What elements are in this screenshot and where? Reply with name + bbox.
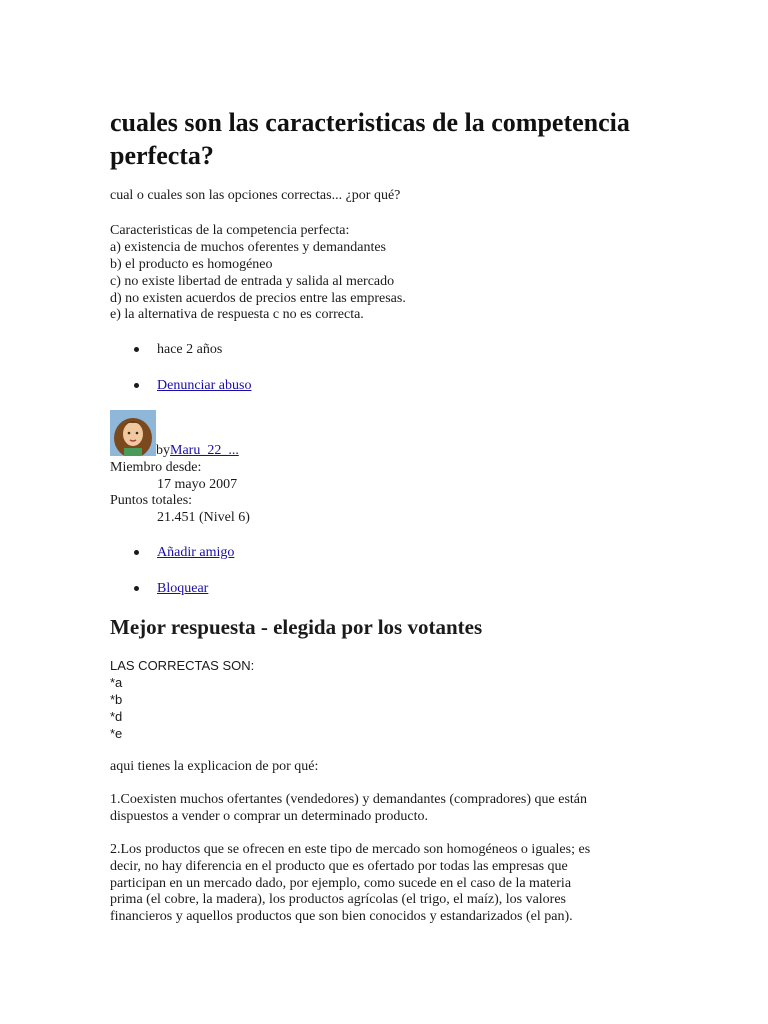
points-value: 21.451 (Nivel 6) [157,510,250,525]
report-abuse-link[interactable]: Denunciar abuso [157,378,252,393]
bullet-icon [134,347,139,352]
question-title: cuales son las caracteristicas de la competencia perfecta? [110,108,630,170]
bullet-icon [134,550,139,555]
option-d: d) no existen acuerdos de precios entre las empresas. [110,291,406,306]
asker-byline [156,442,239,459]
correct-item: *d [110,709,123,724]
option-c: c) no existe libertad de entrada y salida al mercado [110,274,395,289]
best-answer-heading: Mejor respuesta - elegida por los votantes [110,615,483,639]
point1-line: 1.Coexisten muchos ofertantes (vendedores) y demandantes (compradores) que están [110,792,588,807]
option-e: e) la alternativa de respuesta c no es correcta. [110,307,364,322]
question-intro: cual o cuales son las opciones correctas... ¿por qué? [110,188,401,203]
characteristics-heading: Caracteristicas de la competencia perfecta: [110,223,350,238]
point2-line: prima (el cobre, la madera), los productos agrícolas (el trigo, el maíz), los valores [110,892,566,907]
block-user-link[interactable]: Bloquear [157,581,209,596]
add-friend-link[interactable]: Añadir amigo [157,545,235,560]
bullet-icon [134,586,139,591]
correct-item: *a [110,675,123,690]
bullet-icon [134,383,139,388]
option-b: b) el producto es homogéneo [110,257,273,272]
explanation-intro: aqui tienes la explicacion de por qué: [110,759,319,774]
option-a: a) existencia de muchos oferentes y demandantes [110,240,387,255]
avatar-illustration [110,410,156,456]
correct-item: *b [110,692,123,707]
point2-line: 2.Los productos que se ofrecen en este tipo de mercado son homogéneos o iguales; es [110,842,591,857]
point2-line: decir, no hay diferencia en el producto que es ofertado por todas las empresas que [110,859,568,874]
correct-heading: LAS CORRECTAS SON: [110,658,255,673]
points-label: Puntos totales: [110,493,193,508]
by-prefix: by [156,443,170,458]
question-time-ago: hace 2 años [157,342,223,357]
member-since-value: 17 mayo 2007 [157,477,238,492]
point2-line: financieros y aquellos productos que son bien conocidos y estandarizados (el pan). [110,909,573,924]
user-avatar[interactable] [110,410,156,456]
member-since-label: Miembro desde: [110,460,202,475]
correct-item: *e [110,726,123,741]
point1-line: dispuestos a vender o comprar un determinado producto. [110,809,429,824]
asker-username-link[interactable]: Maru_22_... [170,443,239,458]
point2-line: participan en un mercado dado, por ejemplo, como sucede en el caso de la materia [110,876,572,891]
